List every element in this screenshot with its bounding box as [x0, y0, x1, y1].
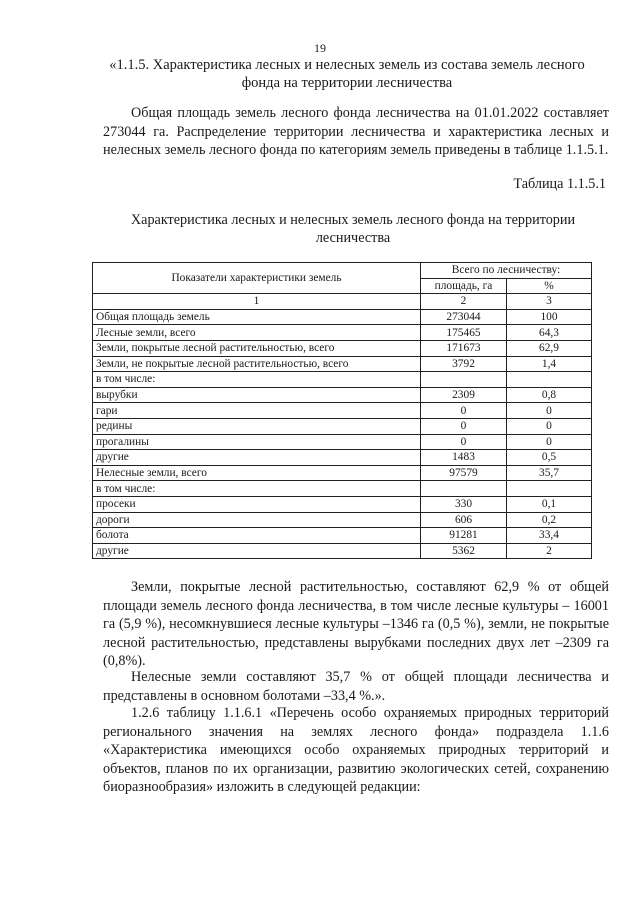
- table-row: [93, 418, 592, 434]
- row-percent: 62,9: [507, 340, 592, 356]
- row-percent: 64,3: [507, 325, 592, 341]
- row-percent: 1,4: [507, 356, 592, 372]
- row-name: другие: [93, 543, 421, 559]
- row-area: 3792: [421, 356, 507, 372]
- row-percent: [507, 481, 592, 497]
- row-percent: 0,5: [507, 450, 592, 466]
- forest-land-paragraph: Земли, покрытые лесной растительностью, составляют 62,9 % от общей площади земель лесного фонда лесничества, в том числе лесные культуры – 16001 га (5,9 %), несомкнувшиеся лесные культуры –1346 га (0,5 %), земли, не покрытые лесной растительностью, представлены вырубками последних двух лет –2309 га (0,8%).: [103, 579, 609, 670]
- table-row: [93, 543, 592, 559]
- row-area: 91281: [421, 528, 507, 544]
- table-row: [93, 403, 592, 419]
- table-row: [93, 309, 592, 325]
- row-name: Земли, не покрытые лесной растительностью, всего: [93, 356, 421, 372]
- col3-header: %: [507, 278, 592, 294]
- table-row: [93, 340, 592, 356]
- row-name: прогалины: [93, 434, 421, 450]
- row-area: 0: [421, 434, 507, 450]
- table-row: [93, 372, 592, 388]
- section-heading: «1.1.5. Характеристика лесных и нелесных земель из состава земель лесного фонда на территории лесничества: [109, 57, 585, 91]
- row-percent: [507, 372, 592, 388]
- table-row: [93, 434, 592, 450]
- row-percent: 35,7: [507, 465, 592, 481]
- row-area: 330: [421, 496, 507, 512]
- row-percent: 33,4: [507, 528, 592, 544]
- row-name: вырубки: [93, 387, 421, 403]
- col-number: 3: [507, 294, 592, 310]
- row-name: в том числе:: [93, 481, 421, 497]
- row-area: [421, 481, 507, 497]
- row-area: 273044: [421, 309, 507, 325]
- row-area: 171673: [421, 340, 507, 356]
- row-area: 2309: [421, 387, 507, 403]
- row-name: Земли, покрытые лесной растительностью, всего: [93, 340, 421, 356]
- row-name: просеки: [93, 496, 421, 512]
- page-number: 19: [314, 41, 326, 55]
- row-percent: 0,8: [507, 387, 592, 403]
- col1-header: Показатели характеристики земель: [93, 263, 421, 294]
- table-row: [93, 481, 592, 497]
- intro-paragraph: Общая площадь земель лесного фонда лесничества на 01.01.2022 составляет 273044 га. Распределение территории лесничества и характеристика лесных и нелесных земель лесного фонда по категориям земель приведены в таблице 1.1.5.1.: [103, 105, 609, 159]
- table-row: [93, 325, 592, 341]
- land-characteristics-table: [92, 262, 592, 559]
- row-area: 0: [421, 418, 507, 434]
- col-number: 2: [421, 294, 507, 310]
- group-header: Всего по лесничеству:: [421, 263, 592, 279]
- row-percent: 0,1: [507, 496, 592, 512]
- col2-header: площадь, га: [421, 278, 507, 294]
- table-row: [93, 496, 592, 512]
- table-row: [93, 356, 592, 372]
- table-row: [93, 387, 592, 403]
- row-name: болота: [93, 528, 421, 544]
- table-row: [93, 465, 592, 481]
- row-area: 1483: [421, 450, 507, 466]
- row-percent: 0,2: [507, 512, 592, 528]
- row-area: 97579: [421, 465, 507, 481]
- nonforest-land-paragraph: Нелесные земли составляют 35,7 % от общей площади лесничества и представлены в основном болотами –33,4 %.».: [103, 669, 609, 704]
- row-name: Общая площадь земель: [93, 309, 421, 325]
- row-area: [421, 372, 507, 388]
- row-name: в том числе:: [93, 372, 421, 388]
- table-title: Характеристика лесных и нелесных земель лесного фонда на территории лесничества: [130, 212, 576, 246]
- table-label: Таблица 1.1.5.1: [513, 176, 606, 192]
- row-percent: 0: [507, 418, 592, 434]
- table-row: [93, 450, 592, 466]
- col-number: 1: [93, 294, 421, 310]
- row-area: 0: [421, 403, 507, 419]
- row-name: Лесные земли, всего: [93, 325, 421, 341]
- amendment-paragraph: 1.2.6 таблицу 1.1.6.1 «Перечень особо охраняемых природных территорий регионального значения на землях лесного фонда» подраздела 1.1.6 «Характеристика имеющихся особо охраняемых природных территорий и объектов, планов по их организации, развитию экологических сетей, сохранению биоразнообразия» изложить в следующей редакции:: [103, 705, 609, 796]
- row-percent: 100: [507, 309, 592, 325]
- row-name: дороги: [93, 512, 421, 528]
- row-area: 5362: [421, 543, 507, 559]
- table-row: [93, 512, 592, 528]
- row-name: другие: [93, 450, 421, 466]
- row-percent: 0: [507, 403, 592, 419]
- row-area: 606: [421, 512, 507, 528]
- row-name: редины: [93, 418, 421, 434]
- row-percent: 0: [507, 434, 592, 450]
- row-area: 175465: [421, 325, 507, 341]
- table-row: [93, 528, 592, 544]
- row-name: Нелесные земли, всего: [93, 465, 421, 481]
- row-name: гари: [93, 403, 421, 419]
- row-percent: 2: [507, 543, 592, 559]
